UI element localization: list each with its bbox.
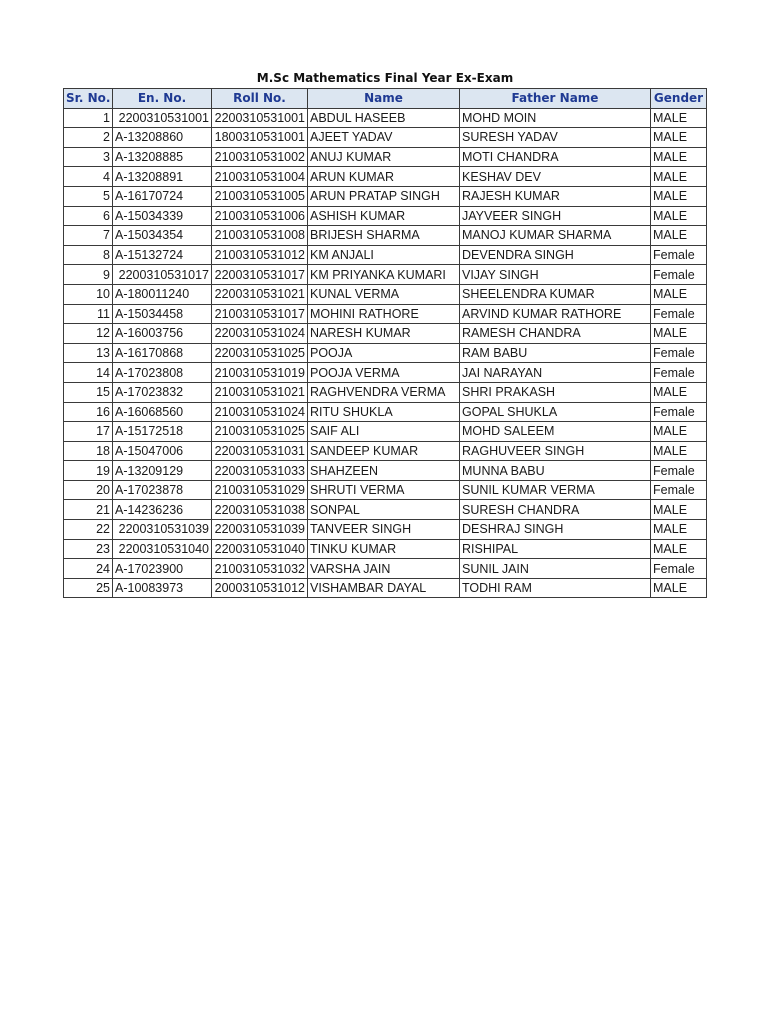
cell-name: POOJA VERMA: [308, 363, 460, 383]
cell-name: MOHINI RATHORE: [308, 304, 460, 324]
cell-en-no: A-17023808: [113, 363, 212, 383]
cell-name: SHAHZEEN: [308, 461, 460, 481]
cell-roll-no: 2200310531021: [212, 284, 308, 304]
cell-en-no: A-13208891: [113, 167, 212, 187]
cell-sr-no: 23: [64, 539, 113, 559]
cell-sr-no: 1: [64, 108, 113, 128]
cell-gender: Female: [651, 559, 707, 579]
cell-sr-no: 4: [64, 167, 113, 187]
cell-roll-no: 2100310531017: [212, 304, 308, 324]
cell-father-name: RAGHUVEER SINGH: [460, 441, 651, 461]
table-row: [64, 382, 707, 402]
cell-roll-no: 2100310531002: [212, 147, 308, 167]
cell-en-no: A-15034339: [113, 206, 212, 226]
column-header-gender: Gender: [651, 89, 707, 109]
cell-gender: MALE: [651, 539, 707, 559]
cell-name: VARSHA JAIN: [308, 559, 460, 579]
cell-en-no: A-13208885: [113, 147, 212, 167]
cell-roll-no: 2100310531021: [212, 382, 308, 402]
cell-father-name: MOTI CHANDRA: [460, 147, 651, 167]
cell-roll-no: 2200310531038: [212, 500, 308, 520]
cell-gender: MALE: [651, 167, 707, 187]
cell-name: NARESH KUMAR: [308, 324, 460, 344]
cell-father-name: SUNIL KUMAR VERMA: [460, 480, 651, 500]
table-row: [64, 539, 707, 559]
cell-gender: Female: [651, 363, 707, 383]
cell-father-name: SHRI PRAKASH: [460, 382, 651, 402]
cell-roll-no: 2200310531024: [212, 324, 308, 344]
cell-father-name: SURESH CHANDRA: [460, 500, 651, 520]
cell-en-no: A-17023900: [113, 559, 212, 579]
table-row: [64, 500, 707, 520]
cell-roll-no: 2200310531017: [212, 265, 308, 285]
cell-name: KUNAL VERMA: [308, 284, 460, 304]
cell-name: SAIF ALI: [308, 422, 460, 442]
cell-en-no: 2200310531039: [113, 520, 212, 540]
table-row: [64, 578, 707, 598]
cell-name: SONPAL: [308, 500, 460, 520]
cell-sr-no: 11: [64, 304, 113, 324]
cell-sr-no: 20: [64, 480, 113, 500]
cell-gender: MALE: [651, 500, 707, 520]
cell-gender: Female: [651, 461, 707, 481]
cell-name: ASHISH KUMAR: [308, 206, 460, 226]
cell-father-name: RAM BABU: [460, 343, 651, 363]
cell-name: ABDUL HASEEB: [308, 108, 460, 128]
cell-en-no: A-17023878: [113, 480, 212, 500]
table-row: [64, 402, 707, 422]
cell-sr-no: 16: [64, 402, 113, 422]
cell-en-no: A-16003756: [113, 324, 212, 344]
cell-roll-no: 2200310531025: [212, 343, 308, 363]
cell-en-no: A-15047006: [113, 441, 212, 461]
cell-name: SHRUTI VERMA: [308, 480, 460, 500]
table-row: [64, 206, 707, 226]
cell-roll-no: 2100310531024: [212, 402, 308, 422]
cell-sr-no: 25: [64, 578, 113, 598]
cell-roll-no: 2100310531008: [212, 226, 308, 246]
cell-roll-no: 2200310531033: [212, 461, 308, 481]
table-body: [64, 108, 707, 598]
cell-en-no: 2200310531040: [113, 539, 212, 559]
cell-name: ARUN KUMAR: [308, 167, 460, 187]
cell-en-no: A-13209129: [113, 461, 212, 481]
cell-sr-no: 12: [64, 324, 113, 344]
cell-sr-no: 14: [64, 363, 113, 383]
cell-name: RAGHVENDRA VERMA: [308, 382, 460, 402]
column-header-sr-no: Sr. No.: [64, 89, 113, 109]
cell-father-name: DESHRAJ SINGH: [460, 520, 651, 540]
column-header-father-name: Father Name: [460, 89, 651, 109]
cell-gender: MALE: [651, 108, 707, 128]
table-row: [64, 265, 707, 285]
cell-en-no: A-14236236: [113, 500, 212, 520]
cell-gender: MALE: [651, 422, 707, 442]
cell-father-name: GOPAL SHUKLA: [460, 402, 651, 422]
table-row: [64, 363, 707, 383]
column-header-en-no: En. No.: [113, 89, 212, 109]
cell-father-name: JAI NARAYAN: [460, 363, 651, 383]
cell-sr-no: 9: [64, 265, 113, 285]
cell-roll-no: 2100310531005: [212, 186, 308, 206]
cell-name: VISHAMBAR DAYAL: [308, 578, 460, 598]
cell-gender: MALE: [651, 186, 707, 206]
cell-father-name: SUNIL JAIN: [460, 559, 651, 579]
cell-en-no: A-17023832: [113, 382, 212, 402]
cell-name: BRIJESH SHARMA: [308, 226, 460, 246]
table-row: [64, 324, 707, 344]
cell-gender: MALE: [651, 578, 707, 598]
cell-name: ARUN PRATAP SINGH: [308, 186, 460, 206]
page-title: M.Sc Mathematics Final Year Ex-Exam: [256, 71, 514, 85]
cell-en-no: 2200310531017: [113, 265, 212, 285]
table-row: [64, 304, 707, 324]
cell-en-no: A-16170724: [113, 186, 212, 206]
table-row: [64, 128, 707, 148]
cell-en-no: 2200310531001: [113, 108, 212, 128]
cell-sr-no: 7: [64, 226, 113, 246]
cell-sr-no: 17: [64, 422, 113, 442]
table-row: [64, 167, 707, 187]
cell-father-name: MOHD MOIN: [460, 108, 651, 128]
cell-roll-no: 2200310531001: [212, 108, 308, 128]
cell-gender: Female: [651, 265, 707, 285]
cell-en-no: A-15132724: [113, 245, 212, 265]
cell-gender: Female: [651, 245, 707, 265]
cell-roll-no: 2100310531032: [212, 559, 308, 579]
cell-name: AJEET YADAV: [308, 128, 460, 148]
cell-name: POOJA: [308, 343, 460, 363]
cell-en-no: A-16068560: [113, 402, 212, 422]
cell-sr-no: 2: [64, 128, 113, 148]
table-row: [64, 147, 707, 167]
cell-en-no: A-15034354: [113, 226, 212, 246]
table-header-row: [64, 89, 707, 109]
cell-gender: MALE: [651, 206, 707, 226]
cell-father-name: KESHAV DEV: [460, 167, 651, 187]
cell-gender: Female: [651, 304, 707, 324]
table-row: [64, 284, 707, 304]
cell-name: RITU SHUKLA: [308, 402, 460, 422]
cell-name: TINKU KUMAR: [308, 539, 460, 559]
cell-father-name: RAMESH CHANDRA: [460, 324, 651, 344]
cell-gender: MALE: [651, 128, 707, 148]
cell-sr-no: 3: [64, 147, 113, 167]
cell-gender: MALE: [651, 284, 707, 304]
cell-en-no: A-15172518: [113, 422, 212, 442]
cell-en-no: A-13208860: [113, 128, 212, 148]
cell-sr-no: 8: [64, 245, 113, 265]
cell-roll-no: 2100310531004: [212, 167, 308, 187]
cell-sr-no: 6: [64, 206, 113, 226]
table-row: [64, 441, 707, 461]
cell-father-name: RAJESH KUMAR: [460, 186, 651, 206]
cell-father-name: SURESH YADAV: [460, 128, 651, 148]
table-row: [64, 108, 707, 128]
cell-father-name: TODHI RAM: [460, 578, 651, 598]
cell-gender: Female: [651, 402, 707, 422]
cell-en-no: A-16170868: [113, 343, 212, 363]
cell-sr-no: 22: [64, 520, 113, 540]
table-row: [64, 186, 707, 206]
cell-en-no: A-10083973: [113, 578, 212, 598]
student-roster-table: [63, 88, 707, 598]
cell-roll-no: 2100310531025: [212, 422, 308, 442]
table-row: [64, 461, 707, 481]
table-row: [64, 422, 707, 442]
cell-father-name: RISHIPAL: [460, 539, 651, 559]
cell-sr-no: 15: [64, 382, 113, 402]
cell-roll-no: 2100310531019: [212, 363, 308, 383]
cell-sr-no: 5: [64, 186, 113, 206]
cell-name: TANVEER SINGH: [308, 520, 460, 540]
cell-name: KM PRIYANKA KUMARI: [308, 265, 460, 285]
cell-father-name: VIJAY SINGH: [460, 265, 651, 285]
cell-sr-no: 18: [64, 441, 113, 461]
cell-sr-no: 24: [64, 559, 113, 579]
cell-father-name: JAYVEER SINGH: [460, 206, 651, 226]
cell-sr-no: 21: [64, 500, 113, 520]
column-header-roll-no: Roll No.: [212, 89, 308, 109]
column-header-name: Name: [308, 89, 460, 109]
cell-gender: MALE: [651, 226, 707, 246]
cell-father-name: MOHD SALEEM: [460, 422, 651, 442]
cell-gender: MALE: [651, 324, 707, 344]
cell-gender: Female: [651, 343, 707, 363]
cell-father-name: SHEELENDRA KUMAR: [460, 284, 651, 304]
cell-name: ANUJ KUMAR: [308, 147, 460, 167]
cell-name: KM ANJALI: [308, 245, 460, 265]
cell-gender: MALE: [651, 441, 707, 461]
cell-gender: MALE: [651, 520, 707, 540]
cell-gender: Female: [651, 480, 707, 500]
cell-roll-no: 2100310531006: [212, 206, 308, 226]
cell-father-name: MANOJ KUMAR SHARMA: [460, 226, 651, 246]
cell-father-name: ARVIND KUMAR RATHORE: [460, 304, 651, 324]
cell-roll-no: 2000310531012: [212, 578, 308, 598]
cell-roll-no: 2200310531031: [212, 441, 308, 461]
cell-sr-no: 13: [64, 343, 113, 363]
cell-roll-no: 2100310531012: [212, 245, 308, 265]
cell-en-no: A-15034458: [113, 304, 212, 324]
cell-sr-no: 19: [64, 461, 113, 481]
cell-father-name: DEVENDRA SINGH: [460, 245, 651, 265]
cell-roll-no: 1800310531001: [212, 128, 308, 148]
cell-gender: MALE: [651, 382, 707, 402]
table-row: [64, 245, 707, 265]
cell-roll-no: 2200310531040: [212, 539, 308, 559]
cell-en-no: A-180011240: [113, 284, 212, 304]
cell-roll-no: 2100310531029: [212, 480, 308, 500]
table-row: [64, 480, 707, 500]
cell-sr-no: 10: [64, 284, 113, 304]
cell-father-name: MUNNA BABU: [460, 461, 651, 481]
cell-name: SANDEEP KUMAR: [308, 441, 460, 461]
cell-roll-no: 2200310531039: [212, 520, 308, 540]
cell-gender: MALE: [651, 147, 707, 167]
table-row: [64, 559, 707, 579]
table-row: [64, 343, 707, 363]
table-row: [64, 226, 707, 246]
table-row: [64, 520, 707, 540]
